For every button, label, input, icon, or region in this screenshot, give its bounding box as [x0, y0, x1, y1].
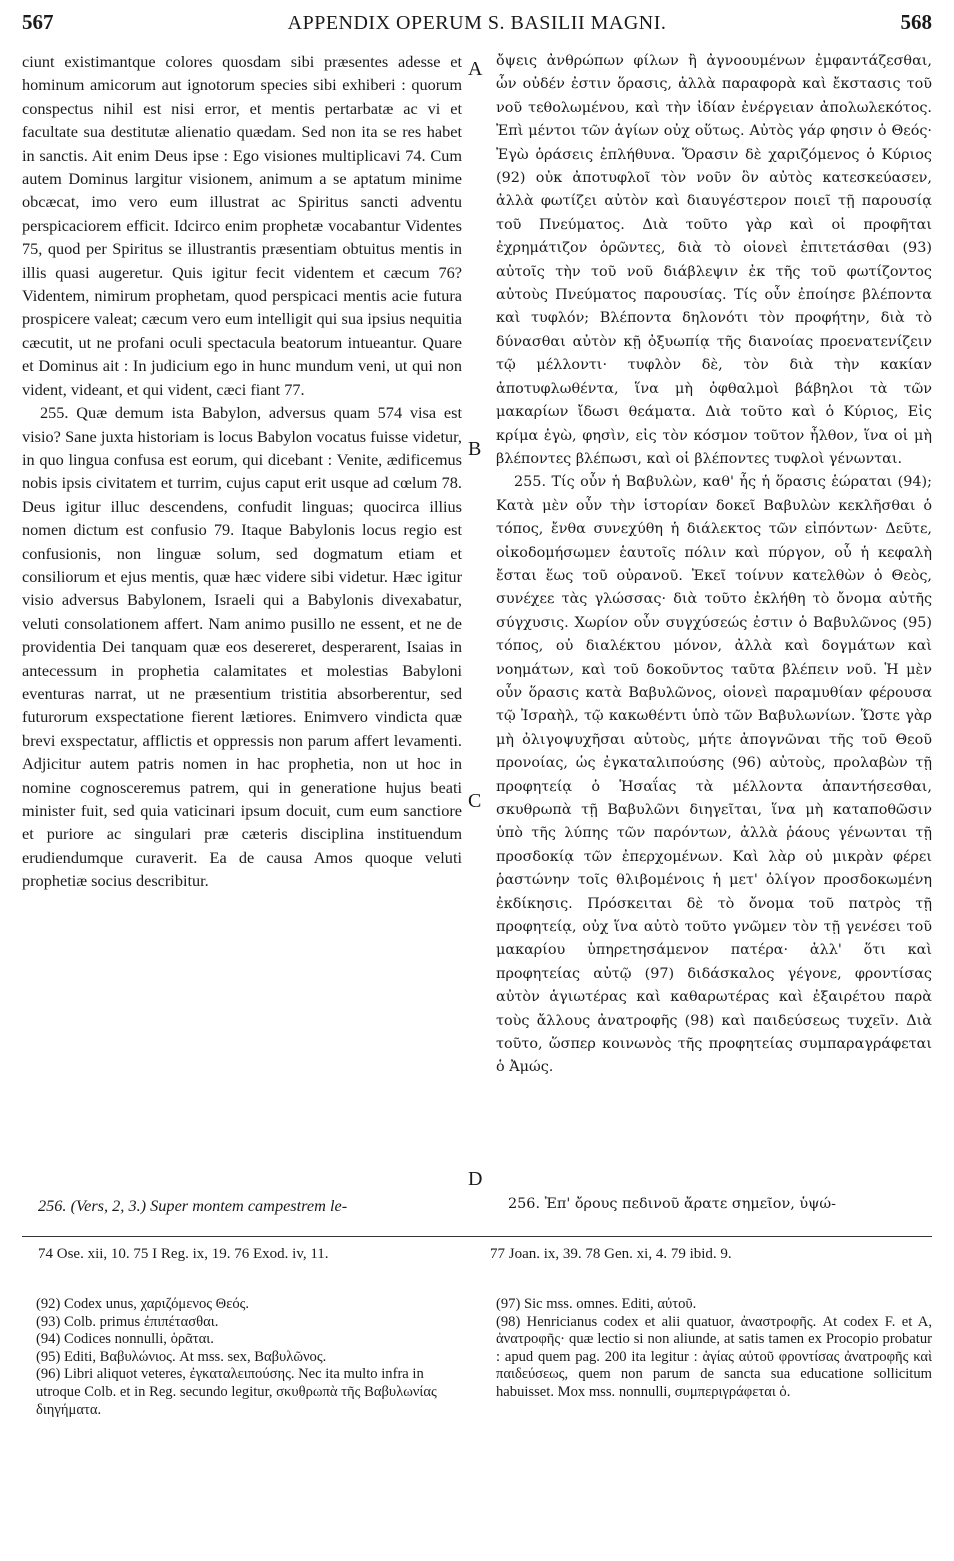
footnote: (96) Libri aliquot veteres, ἐγκαταλειπούσης. Nec ita multo infra in utroque Colb. et in Reg. secundo legitur, σκυθρωπὰ τῆς Βαβυλωνίας διηγήματα. — [36, 1366, 437, 1418]
footnote: (98) Henricianus codex et alii quatuor, ἀναστροφῆς. At codex F. et A, ἀνατροφῆς· quæ lectio si non aliunde, at satis tamen ex Procopio probatur : apud quem pag. 200 ita legitur : ἁγίας αὐτοῦ φροντίσας ἀνατροφῆς καὶ παιδεύσεως, quem non parum de sancta sua educatione sollicitum habuisset. Mox mss. nonnulli, συμπεριγράφεται ὁ. — [496, 1313, 932, 1400]
footnote: (95) Editi, Βαβυλώνιος. At mss. sex, Βαβυλῶνος. — [36, 1348, 327, 1365]
running-title: APPENDIX OPERUM S. BASILII MAGNI. — [287, 12, 667, 34]
footnote-rule — [22, 1236, 932, 1237]
greek-paragraph: 255. Τίς οὖν ἡ Βαβυλὼν, καθ' ἧς ἡ ὅρασις ἑώραται (94); Κατὰ μὲν οὖν τὴν ἱστορίαν δοκεῖ Βαβυλὼν κεκλῆσθαι ὁ τόπος, ἔνθα συνεχύθη ἡ διάλεκτος τῶν εἰπόντων· Δεῦτε, οἰκοδομήσωμεν ἑαυτοῖς πόλιν καὶ πύργον, οὗ ἡ κεφαλὴ ἔσται ἕως τοῦ οὐρανοῦ. Ἐκεῖ τοίνυν κατελθὼν ὁ Θεὸς, συνέχεε τὰς γλώσσας· διὰ τοῦτο ἐκλήθη τὸ ὄνομα αὐτῆς σύγχυσις. Χωρίον οὖν συγχύσεώς ἐστιν ὁ Βαβυλῶνος (95) τόπος, οὐ διαλέκτου μόνον, ἀλλὰ καὶ δογμάτων καὶ νοημάτων, καὶ τοῦ δοκοῦντος ταῦτα βλέπειν νοῦ. Ἡ μὲν οὖν ὅρασις κατὰ Βαβυλῶνος, οἱονεὶ παραμυθίαν φέρουσα τῷ Ἰσραὴλ, τῷ κακωθέντι ὑπὸ τῶν Βαβυλωνίων. Ὥστε γὰρ μὴ ὀλιγοψυχῆσαι αὐτοὺς, μήτε ἀπογνῶναι τῆς τοῦ Θεοῦ προνοίας, ὡς ἐγκαταλιπούσης (96) αὐτοὺς, προλαβὼν τῇ προφητείᾳ ὁ Ἡσαΐας τὰ μέλλοντα ἀπαντήσεσθαι, σκυθρωπὰ τῇ Βαβυλῶνι διηγεῖται, ἵνα μὴ καταποθῶσιν ὑπὸ τῆς λύπης τῶν παρόντων, ἀλλὰ ῥάους γένωνται τῇ προσδοκίᾳ τῶν ἐπερχομένων. Καὶ λὰρ οὐ μικρὰν φέρει ῥαστώνην τοῖς θλιβομένοις ἡ μετ' ὀλίγον προσδοκωμένη ἐκδίκησις. Πρόσκειται δὲ τὸ ὄνομα τοῦ πατρὸς τῇ προφητείᾳ, οὐχ ἵνα αὐτὸ τοῦτο γνῶμεν τὸν τῇ γενέσει τοῦ μακαρίου ὑπηρετησάμενον πατέρα· ἀλλ' ὅτι καὶ προφητείας αὐτῷ (97) διδάσκαλος γέγονε, φροντίσας αὐτὸν ἁγιωτέρας καὶ καθαρωτέρας καὶ ἐξαιρέτου παρὰ τοὺς ἄλλους ἀνατροφῆς (98) καὶ παιδεύσεως τυχεῖν. Διὰ τοῦτο, ὥσπερ κοινωνὸς τῆς προφητείας συμπαραγράφεται ὁ Ἀμώς. — [496, 474, 932, 1076]
verse-256-latin: 256. (Vers, 2, 3.) Super montem campestrem le- — [38, 1196, 348, 1215]
footnotes-right — [496, 1296, 932, 1402]
margin-letter-d: D — [468, 1168, 483, 1190]
margin-letter-c: C — [468, 790, 482, 812]
greek-paragraph: ὄψεις ἀνθρώπων φίλων ἢ ἀγνοουμένων ἐμφαντάζεσθαι, ὧν οὐδέν ἐστιν ὅρασις, ἀλλὰ παραφορὰ καὶ ἔκστασις τοῦ νοῦ τεθολωμένου, καὶ τὴν ἰδίαν ἐνέργειαν ἀπολωλεκότος. Ἐπὶ μέντοι τῶν ἁγίων οὐχ οὕτως. Αὐτὸς γάρ φησιν ὁ Θεός· Ἐγὼ ὁράσεις ἐπλήθυνα. Ὅρασιν δὲ χαριζόμενος ὁ Κύριος (92) οὐκ ἀποτυφλοῖ τὸν νοῦν ὃν αὐτὸς κατεσκεύασεν, ἀλλὰ φωτίζει αὐτὸν καὶ διαυγέστερον ποιεῖ τῇ παρουσίᾳ τοῦ Πνεύματος. Διὰ τοῦτο γὰρ καὶ οἱ προφῆται ἐχρημάτιζον ὁρῶντες, διὰ τὸ οἱονεὶ ἐπιτετάσθαι (93) αὐτοῖς τὴν τοῦ νοῦ διάβλεψιν ἐκ τῆς τοῦ φωτίζοντος αὐτοὺς Πνεύματος παρουσίας. Τίς οὖν ἐποίησε βλέποντα καὶ τυφλόν; Βλέποντα δηλονότι τὸν προφήτην, διὰ τὸ δύνασθαι αὐτὸν κῇ ὀξυωπίᾳ τῆς διανοίας προενατενίζειν τῷ μέλλοντι· τυφλὸν δὲ, τὸν διὰ τὴν κακίαν ἀποτυφλωθέντα, ἵνα μὴ ὀφθαλμοὶ βάβηλοι τὰ τῶν μακαρίων ἴδωσι θεάματα. Διὰ τοῦτο καὶ ὁ Κύριος, Εἰς κρίμα ἐγὼ, φησὶν, εἰς τὸν κόσμον τοῦτον ἦλθον, ἵνα οἱ μὴ βλέποντες βλέπωσι, καὶ οἱ βλέποντες τυφλοὶ γένωνται. — [496, 53, 932, 467]
verse-256-greek: 256. Ἐπ' ὄρους πεδινοῦ ἄρατε σημεῖον, ὑψώ- — [508, 1196, 836, 1212]
scripture-refs-latin: 74 Ose. xii, 10. 75 I Reg. ix, 19. 76 Exod. iv, 11. — [38, 1246, 329, 1262]
latin-column — [22, 50, 462, 893]
page-header — [22, 10, 932, 44]
footnote: (97) Sic mss. omnes. Editi, αὐτοῦ. — [496, 1296, 697, 1312]
margin-letter-b: B — [468, 438, 482, 460]
footnotes-left — [36, 1296, 456, 1419]
latin-paragraph: 255. Quæ demum ista Babylon, adversus quam 574 visa est visio? Sane juxta historiam is locus Babylon vocatus fuisse videtur, in quo lingua confusa est eorum, qui dicebant : Venite, ædificemus nobis ipsis civitatem et turrim, cujus caput erit usque ad cœlum 78. Deus igitur illuc descendens, confudit linguas; quocirca illius nomen dictum est confusio 79. Itaque Babylonis locus regio est confusionis, non linguæ solum, sed dogmatum etiam et consiliorum et ejus mentis, quæ hæc videre sibi videtur. Hæc igitur visio adversus Babylonem, Israeli qui a Babylonis divexabatur, veluti consolationem affert. Nam animo pusillo ne essent, et ne de providentia Dei tanquam quæ eos desereret, desperarent, Isaias in antecessum in prophetia calamitates et molestias Babyloni eventuras narrat, ut ne præsentium tristitia absorberentur, sed futurorum exspectatione fierent lætiores. Enimvero vindicta quæ brevi exspectatur, afflictis et oppressis non parum affert levamenti. Adjicitur autem patris nomen in hac prophetia, non ut hoc in nomine cognosceremus patrem, qui in generatione hujus beati minister fuit, sed quia vaticinari ipsum docuit, cum eum sanctiore et puriore ac singulari præ cæteris disciplina instituendum erudiendumque curaverit. Ea de causa Amos quoque veluti prophetiæ socius describitur. — [22, 403, 462, 891]
greek-column — [496, 50, 932, 1080]
scripture-refs-greek: 77 Joan. ix, 39. 78 Gen. xi, 4. 79 ibid. 9. — [490, 1246, 732, 1262]
left-page-number: 567 — [22, 10, 54, 34]
right-page-number: 568 — [900, 10, 932, 34]
footnote: (94) Codices nonnulli, ὁρᾶται. — [36, 1331, 214, 1348]
latin-paragraph: ciunt existimantque colores quosdam sibi præsentes adesse et hominum amicorum aut ignotorum species sibi exhiberi : quorum conspectus nihil est nisi error, et mentis pertarbatæ ac vi et facultate sua destitutæ alienatio quædam. Sed non ita se res habet in sanctis. Ait enim Deus ipse : Ego visiones multiplicavi 74. Cum autem Dominus largitur visionem, animum a se aptatum minime obcæcat, imo vero eum illustrat ac Spiritus sancti adventu perspicaciorem efficit. Idcirco enim prophetæ vocabantur Videntes 75, quod per Spiritus se illustrantis præsentiam obtuitus mentis in illis quasi augeretur. Quis igitur fecit videntem et cæcum 76? Videntem, nimirum prophetam, quod perspicaci mentis acie futura prospicere valeat; cæcum vero eum intelligit qui sua ipsius nequitia cæcutit, ut ne profani oculi spectacula beatorum intueantur. Quare et Dominus ait : In judicium ego in hunc mundum veni, ut qui non vident, videant, et qui vident, cæci fiant 77. — [22, 52, 462, 399]
margin-letter-a: A — [468, 58, 483, 80]
footnote: (93) Colb. primus ἐπιπέτασθαι. — [36, 1313, 219, 1330]
footnote: (92) Codex unus, χαριζόμενος Θεός. — [36, 1296, 250, 1312]
